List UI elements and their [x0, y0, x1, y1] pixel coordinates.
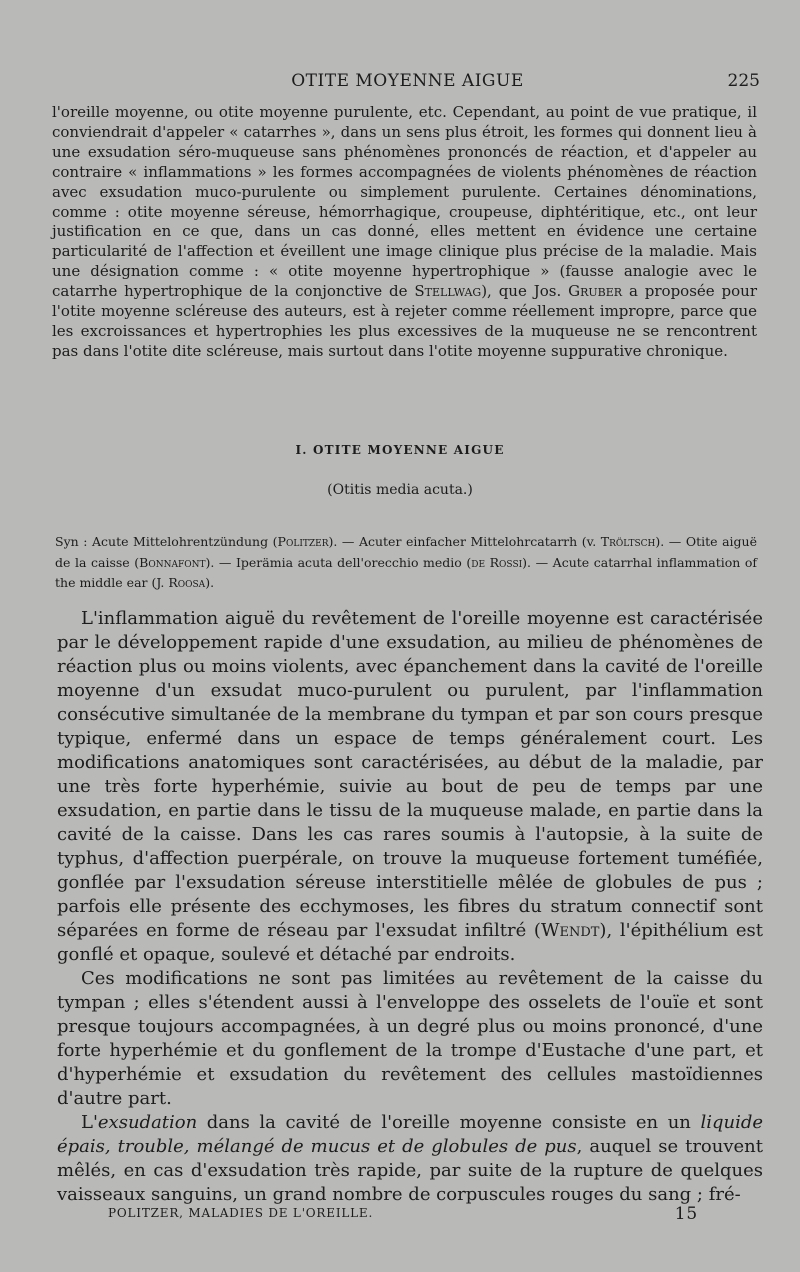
synonyms-text: ). — Acuter einfacher Mittelohrcatarrh (v. — [328, 534, 601, 549]
sheet-number: 15 — [674, 1204, 698, 1224]
synonyms-text: ). — Otite aiguë de la caisse ( — [55, 534, 757, 570]
running-title: OTITE MOYENNE AIGUE — [291, 71, 524, 91]
author-gruber: Gruber — [568, 282, 623, 301]
page-number: 225 — [727, 71, 760, 91]
synonyms-text: ). — [205, 575, 215, 590]
author-wendt: Wendt — [540, 920, 600, 941]
body-paragraph-3 — [57, 1111, 763, 1207]
body-text: L'inflammation aiguë du revêtement de l'oreille moyenne est caractérisée par le développement rapide d'une exsudation, au milieu de phénomènes de réaction plus ou moins violents, avec épanchement dans la cavité de l'oreille moyenne d'un exsudat muco-purulent ou purulent, par l'inflammation consécutive simultanée de la membrane du tympan et par son cours presque typique, enfermé dans un espace de temps généralement court. Les modifications anatomiques sont caractérisées, au début de la maladie, par une très forte hyperhémie, suivie au bout de peu de temps par une exsudation, en partie dans le tissu de la muqueuse malade, en partie dans la cavité de la caisse. Dans les cas rares soumis à l'autopsie, à la suite de typhus, d'affection puerpérale, on trouve la muqueuse fortement tuméfiée, gonflée par l'exsudation séreuse interstitielle mêlée de globules de pus ; parfois elle présente des ecchymoses, les fibres du stratum connectif sont séparées en forme de réseau par l'exsudat infiltré ( — [57, 608, 763, 941]
body-paragraph-2: Ces modifications ne sont pas limitées au revêtement de la caisse du tympan ; elles s'étendent aussi à l'enveloppe des osselets de l'ouïe et sont presque toujours accompagnées, à un degré plus ou moins prononcé, d'une forte hyperhémie et du gonflement de la trompe d'Eustache d'une part, et d'hyperhémie et exsudation du revêtement des cellules mastoïdiennes d'autre part. — [57, 968, 763, 1109]
page-footer — [108, 1206, 698, 1226]
synonyms-text: Syn : Acute Mittelohrentzündung ( — [55, 534, 278, 549]
main-text — [57, 607, 763, 1207]
author-roosa: Roosa — [168, 575, 206, 590]
intro-text: a proposée pour l'otite moyenne scléreuse des auteurs, est à rejeter comme réellement impropre, parce que les excroissances et hypertrophies les plus excessives de la muqueuse ne se rencontrent pas dans l'otite dite scléreuse, mais surtout dans l'otite moyenne suppurative chronique. — [52, 282, 757, 360]
signature-mark: POLITZER, MALADIES DE L'OREILLE. — [108, 1206, 374, 1220]
body-paragraph-1 — [57, 607, 763, 967]
section-subtitle: (Otitis media acuta.) — [327, 482, 473, 498]
author-troltsch: Tröltsch — [600, 534, 656, 549]
emphasis-exsudation: exsudation — [97, 1112, 198, 1133]
running-head — [55, 71, 760, 95]
body-text: dans la cavité de l'oreille moyenne consiste en un — [197, 1112, 701, 1133]
synonyms-text: ). — Iperämia acuta dell'orecchio medio ( — [205, 554, 472, 570]
author-politzer: Politzer — [277, 534, 329, 549]
body-text: L' — [81, 1112, 98, 1133]
body-text: , auquel se trouvent mêlés, en cas d'exsudation très rapide, par suite de la rupture de quelques vaisseaux sanguins, un grand nombre de corpuscules rouges du sang ; fré- — [57, 1136, 764, 1205]
body-text: ), l'épithélium est gonflé et opaque, soulevé et détaché par endroits. — [57, 920, 763, 965]
intro-text: ), que Jos. — [481, 282, 569, 301]
author-bonnafont: Bonnafont — [139, 554, 206, 570]
emphasis-liquide: liquide épais, trouble, mélangé de mucus et de globules de pus — [57, 1112, 763, 1157]
author-de-rossi: de Rossi — [471, 554, 523, 570]
intro-text: l'oreille moyenne, ou otite moyenne purulente, etc. Cependant, au point de vue pratique, il conviendrait d'appeler « catarrhes », dans un sens plus étroit, les formes qui donnent lieu à une exsudation séro-muqueuse sans phénomènes prononcés de réaction, et d'appeler au contraire « inflammations » les formes accompagnées de violents phénomènes de réaction avec exsudation muco-purulente ou simplement purulente. Certaines dénominations, comme : otite moyenne séreuse, hémorrhagique, croupeuse, diphtéritique, etc., ont leur justification en ce que, dans un cas donné, elles mettent en évidence une certaine particularité de l'affection et éveillent une image clinique plus précise de la maladie. Mais une désignation comme : « otite moyenne hypertrophique » (fausse analogie avec le catarrhe hypertrophique de la conjonctive de — [52, 103, 757, 301]
intro-paragraph — [52, 103, 757, 362]
author-stellwag: Stellwag — [414, 282, 482, 301]
synonyms-text: ). — Acute catarrhal inflammation of the middle ear (J. — [55, 554, 758, 590]
section-heading: I. OTITE MOYENNE AIGUE — [295, 443, 505, 457]
synonyms-paragraph — [55, 532, 757, 594]
